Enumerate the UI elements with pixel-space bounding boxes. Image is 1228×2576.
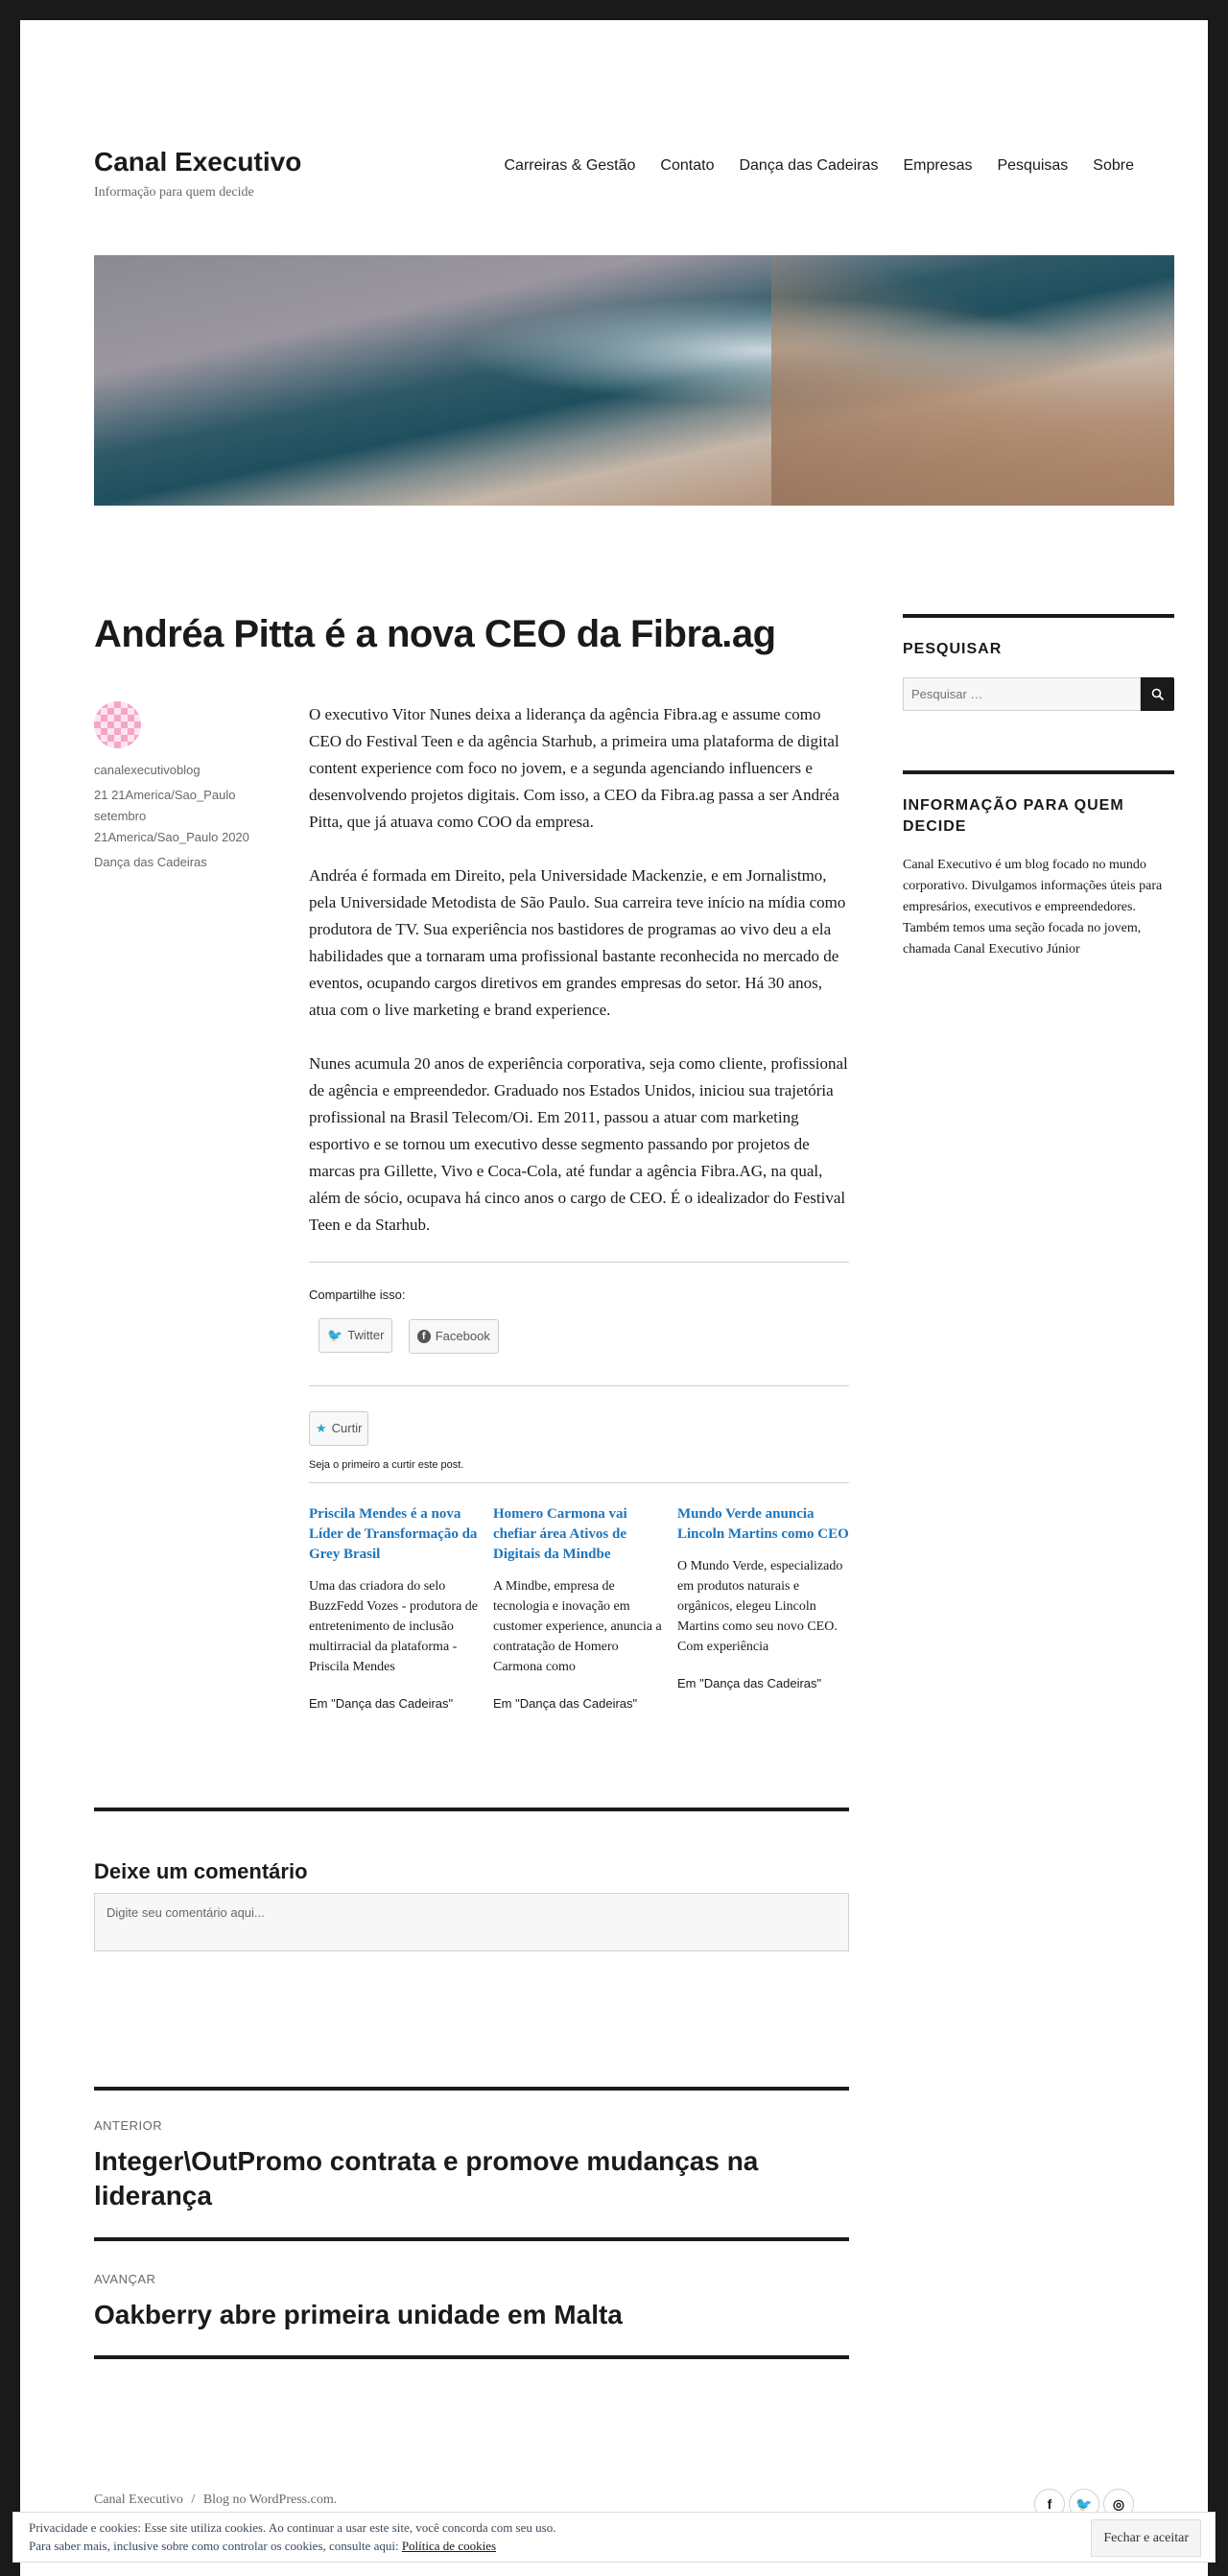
paragraph: O executivo Vitor Nunes deixa a liderança da agência Fibra.ag e assume como CEO do Festival Teen e da agência Starhub, a primeira uma plataforma de digital content experience com foco no jovem, e a segunda agenciando influencers e desenvolvendo projetos digitais. Com isso, a CEO da Fibra.ag passa a ser Andréa Pitta, que já atuava como COO da empresa. <box>309 705 839 831</box>
search-input[interactable] <box>903 677 1141 711</box>
like-section <box>309 1386 849 1482</box>
footer-credits <box>94 2493 337 2508</box>
nav-empresas[interactable]: Empresas <box>903 157 973 174</box>
about-widget-text: Canal Executivo é um blog focado no mundo corporativo. Divulgamos informações úteis para empresários, executivos e empreendedores. Também temos uma seção focada no jovem, chamada Canal Executivo Júnior <box>903 858 1163 957</box>
related-category: Em "Dança das Cadeiras" <box>677 1676 822 1690</box>
related-category: Em "Dança das Cadeiras" <box>309 1696 454 1711</box>
like-button[interactable] <box>309 1411 368 1446</box>
facebook-label: Facebook <box>435 1329 490 1343</box>
star-icon: ★ <box>316 1421 327 1435</box>
paragraph: Andréa é formada em Direito, pela Universidade Mackenzie, e em Jornalistmo, pela Universidade Metodista de São Paulo. Sua carreira teve início na mídia como produtora de TV. Sua experiência nos bastidores de programas ao vivo deu a ela habilidades que a tornaram uma profissional bastante reconhecida no mercado de eventos, ocupando cargos diretivos em grandes empresas do setor. Há 30 anos, atua com o live marketing e brand experience. <box>309 866 846 1019</box>
divider <box>94 2087 849 2091</box>
related-title[interactable]: Homero Carmona vai chefiar área Ativos de Digitais da Mindbe <box>493 1506 627 1562</box>
search-icon <box>1151 688 1165 701</box>
author-link[interactable]: canalexecutivoblog <box>94 763 201 777</box>
search-widget-title: PESQUISAR <box>903 614 1174 660</box>
main-nav <box>504 157 1134 175</box>
post-date[interactable] <box>94 785 257 848</box>
dribbble-icon[interactable]: ◎ <box>1103 2489 1134 2519</box>
related-excerpt: A Mindbe, empresa de tecnologia e inovação em customer experience, anuncia a contratação de Homero Carmona como <box>493 1579 662 1674</box>
cookie-text: Privacidade e cookies: Esse site utiliza cookies. Ao continuar a usar este site, você concorda com seu uso. <box>29 2520 556 2535</box>
post-content <box>309 701 849 1717</box>
cookie-policy-link[interactable]: Política de cookies <box>401 2539 497 2553</box>
twitter-icon[interactable]: 🐦 <box>1069 2489 1099 2519</box>
like-label: Curtir <box>331 1421 363 1435</box>
like-text: Seja o primeiro a curtir este post. <box>309 1459 464 1471</box>
prev-title: Integer\OutPromo contrata e promove mudanças na liderança <box>94 2146 759 2210</box>
related-post <box>493 1504 665 1717</box>
next-label: AVANÇAR <box>94 2272 156 2286</box>
sidebar <box>903 614 1174 960</box>
page <box>20 20 1208 2576</box>
footer-site-link[interactable]: Canal Executivo <box>94 2493 183 2507</box>
prev-label: ANTERIOR <box>94 2118 163 2133</box>
nav-pesquisas[interactable]: Pesquisas <box>997 157 1069 174</box>
related-title[interactable]: Mundo Verde anuncia Lincoln Martins como CEO <box>677 1506 849 1542</box>
related-post <box>309 1504 481 1717</box>
facebook-icon[interactable]: f <box>1034 2489 1065 2519</box>
nav-danca-das-cadeiras[interactable]: Dança das Cadeiras <box>739 157 879 174</box>
entry-meta <box>94 701 257 873</box>
nav-carreiras[interactable]: Carreiras & Gestão <box>504 157 636 174</box>
footer-separator: / <box>191 2493 196 2507</box>
nav-sobre[interactable]: Sobre <box>1093 157 1134 174</box>
share-section <box>309 1263 849 1385</box>
site-tagline: Informação para quem decide <box>94 185 254 200</box>
cookie-text: Para saber mais, inclusive sobre como controlar os cookies, consulte aqui: <box>29 2539 399 2553</box>
author-avatar[interactable] <box>94 701 141 748</box>
search-form <box>903 677 1174 711</box>
related-title[interactable]: Priscila Mendes é a nova Líder de Transformação da Grey Brasil <box>309 1506 478 1562</box>
share-facebook-button[interactable] <box>409 1319 499 1354</box>
related-posts <box>309 1483 849 1717</box>
about-widget-title: INFORMAÇÃO PARA QUEM DECIDE <box>903 770 1174 838</box>
site-title[interactable]: Canal Executivo <box>94 147 302 177</box>
facebook-icon: f <box>417 1330 431 1343</box>
footer-wordpress-link[interactable]: Blog no WordPress.com. <box>202 2493 338 2507</box>
cookie-banner <box>12 2512 1216 2563</box>
date-line: 21America/Sao_Paulo 2020 <box>94 830 249 844</box>
paragraph: Nunes acumula 20 anos de experiência corporativa, seja como cliente, profissional de agência e empreendedor. Graduado nos Estados Unidos, iniciou sua trajetória profissional na Brasil Telecom/Oi. Em 2011, passou a atuar com marketing esportivo e se tornou um executivo desse segmento passando por projetos de marcas pra Gillette, Vivo e Coca-Cola, até fundar a agência Fibra.AG, na qual, além de sócio, ocupava há cinco anos o cargo de CEO. É o idealizador do Festival Teen e da Starhub. <box>309 1054 848 1234</box>
next-post-link[interactable] <box>94 2272 785 2332</box>
divider <box>94 2355 849 2359</box>
related-category: Em "Dança das Cadeiras" <box>493 1696 638 1711</box>
category-link[interactable]: Dança das Cadeiras <box>94 855 207 869</box>
date-line: setembro <box>94 809 147 823</box>
twitter-label: Twitter <box>347 1328 385 1342</box>
search-button[interactable] <box>1141 677 1174 711</box>
cookie-accept-button[interactable]: Fechar e aceitar <box>1091 2519 1201 2557</box>
header-image[interactable] <box>94 255 1174 506</box>
twitter-icon: 🐦 <box>327 1328 343 1342</box>
comment-input[interactable]: Digite seu comentário aqui... <box>94 1893 849 1951</box>
related-excerpt: O Mundo Verde, especializado em produtos naturais e orgânicos, elegeu Lincoln Martins como seu novo CEO. Com experiência <box>677 1559 843 1654</box>
divider <box>94 2237 849 2241</box>
prev-post-link[interactable] <box>94 2118 785 2213</box>
divider <box>94 1808 849 1811</box>
share-label: Compartilhe isso: <box>309 1288 406 1302</box>
post-title: Andréa Pitta é a nova CEO da Fibra.ag <box>94 613 776 655</box>
date-line: 21 21America/Sao_Paulo <box>94 788 236 802</box>
related-excerpt: Uma das criadora do selo BuzzFedd Vozes - produtora de entretenimento de inclusão multirracial da plataforma - Priscila Mendes <box>309 1579 478 1674</box>
next-title: Oakberry abre primeira unidade em Malta <box>94 2300 623 2329</box>
share-twitter-button[interactable] <box>319 1318 392 1353</box>
comment-title: Deixe um comentário <box>94 1859 308 1883</box>
nav-contato[interactable]: Contato <box>660 157 715 174</box>
related-post <box>677 1504 849 1717</box>
